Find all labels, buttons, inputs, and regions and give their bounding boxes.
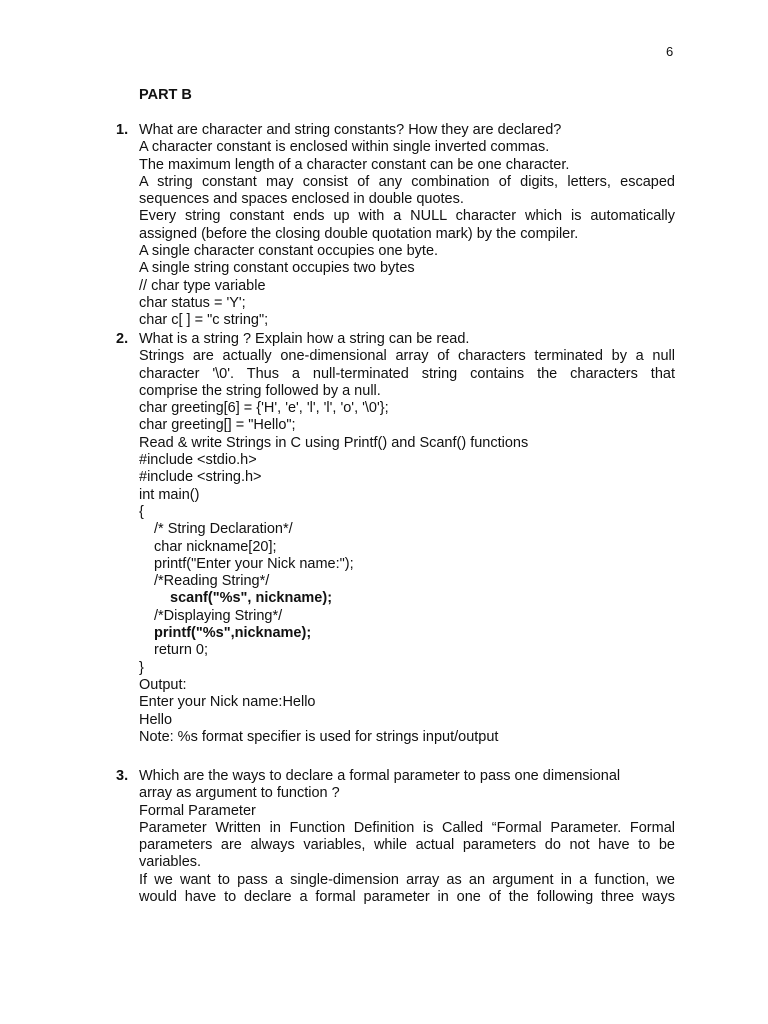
text-line: /*Displaying String*/ [154, 607, 283, 624]
question-number: 2. [116, 331, 129, 347]
question-2 [116, 331, 676, 746]
text-line: The maximum length of a character constant can be one character. [139, 156, 570, 173]
text-line: } [139, 659, 144, 676]
text-line: { [139, 503, 144, 520]
text-line: Read & write Strings in C using Printf() and Scanf() functions [139, 434, 529, 451]
text-line: comprise the string followed by a null. [139, 382, 381, 399]
question-body [139, 122, 675, 330]
text-line: /*Reading String*/ [154, 573, 270, 590]
text-line: char nickname[20]; [154, 538, 277, 555]
text-line: assigned (before the closing double quotation mark) by the compiler. [139, 225, 579, 242]
text-line: Parameter Written in Function Definition is Called “Formal Parameter. Formal [139, 819, 675, 836]
question-number: 1. [116, 122, 129, 138]
question-number: 3. [116, 768, 129, 784]
section-heading: PART B [139, 87, 192, 103]
text-line: Hello [139, 711, 173, 728]
text-line: Every string constant ends up with a NULL character which is automatically [139, 208, 675, 225]
text-line: Formal Parameter [139, 802, 256, 819]
text-line: char greeting[] = "Hello"; [139, 417, 296, 434]
text-line: return 0; [154, 642, 208, 659]
text-line: parameters are always variables, while actual parameters do not have to be [139, 837, 675, 854]
text-line: Enter your Nick name:Hello [139, 694, 316, 711]
question-3 [116, 768, 676, 906]
text-line: would have to declare a formal parameter in one of the following three ways [139, 889, 675, 906]
text-line: Which are the ways to declare a formal parameter to pass one dimensional [139, 768, 621, 784]
text-line: What are character and string constants? How they are declared? [139, 122, 562, 138]
text-line: #include <string.h> [139, 469, 262, 486]
text-line: /* String Declaration*/ [154, 521, 293, 538]
text-line: printf("Enter your Nick name:"); [154, 555, 354, 572]
text-line: A character constant is enclosed within single inverted commas. [139, 139, 550, 156]
text-line: variables. [139, 854, 202, 871]
question-body [139, 331, 675, 746]
text-line: char status = 'Y'; [139, 294, 246, 311]
text-line: What is a string ? Explain how a string can be read. [139, 331, 470, 347]
text-line: If we want to pass a single-dimension array as an argument in a function, we [139, 871, 675, 888]
text-line: Output: [139, 676, 187, 693]
text-line: Note: %s format specifier is used for strings input/output [139, 728, 499, 745]
text-line: scanf("%s", nickname); [170, 590, 333, 607]
text-line: #include <stdio.h> [139, 452, 257, 469]
text-line: printf("%s",nickname); [154, 625, 312, 642]
text-line: Strings are actually one-dimensional array of characters terminated by a null [139, 348, 675, 365]
text-line: A string constant may consist of any combination of digits, letters, escaped [139, 173, 675, 190]
text-line: char c[ ] = "c string"; [139, 312, 269, 329]
question-1 [116, 122, 676, 330]
text-line: // char type variable [139, 277, 266, 294]
text-line: A single character constant occupies one byte. [139, 243, 439, 260]
page-number: 6 [666, 44, 674, 59]
text-line: character '\0'. Thus a null-terminated string contains the characters that [139, 365, 675, 382]
text-line: char greeting[6] = {'H', 'e', 'l', 'l', 'o', '\0'}; [139, 400, 389, 417]
text-line: int main() [139, 486, 200, 503]
text-line: A single string constant occupies two bytes [139, 260, 415, 277]
text-line: sequences and spaces enclosed in double quotes. [139, 191, 464, 208]
question-body [139, 768, 675, 906]
text-line: array as argument to function ? [139, 785, 340, 802]
